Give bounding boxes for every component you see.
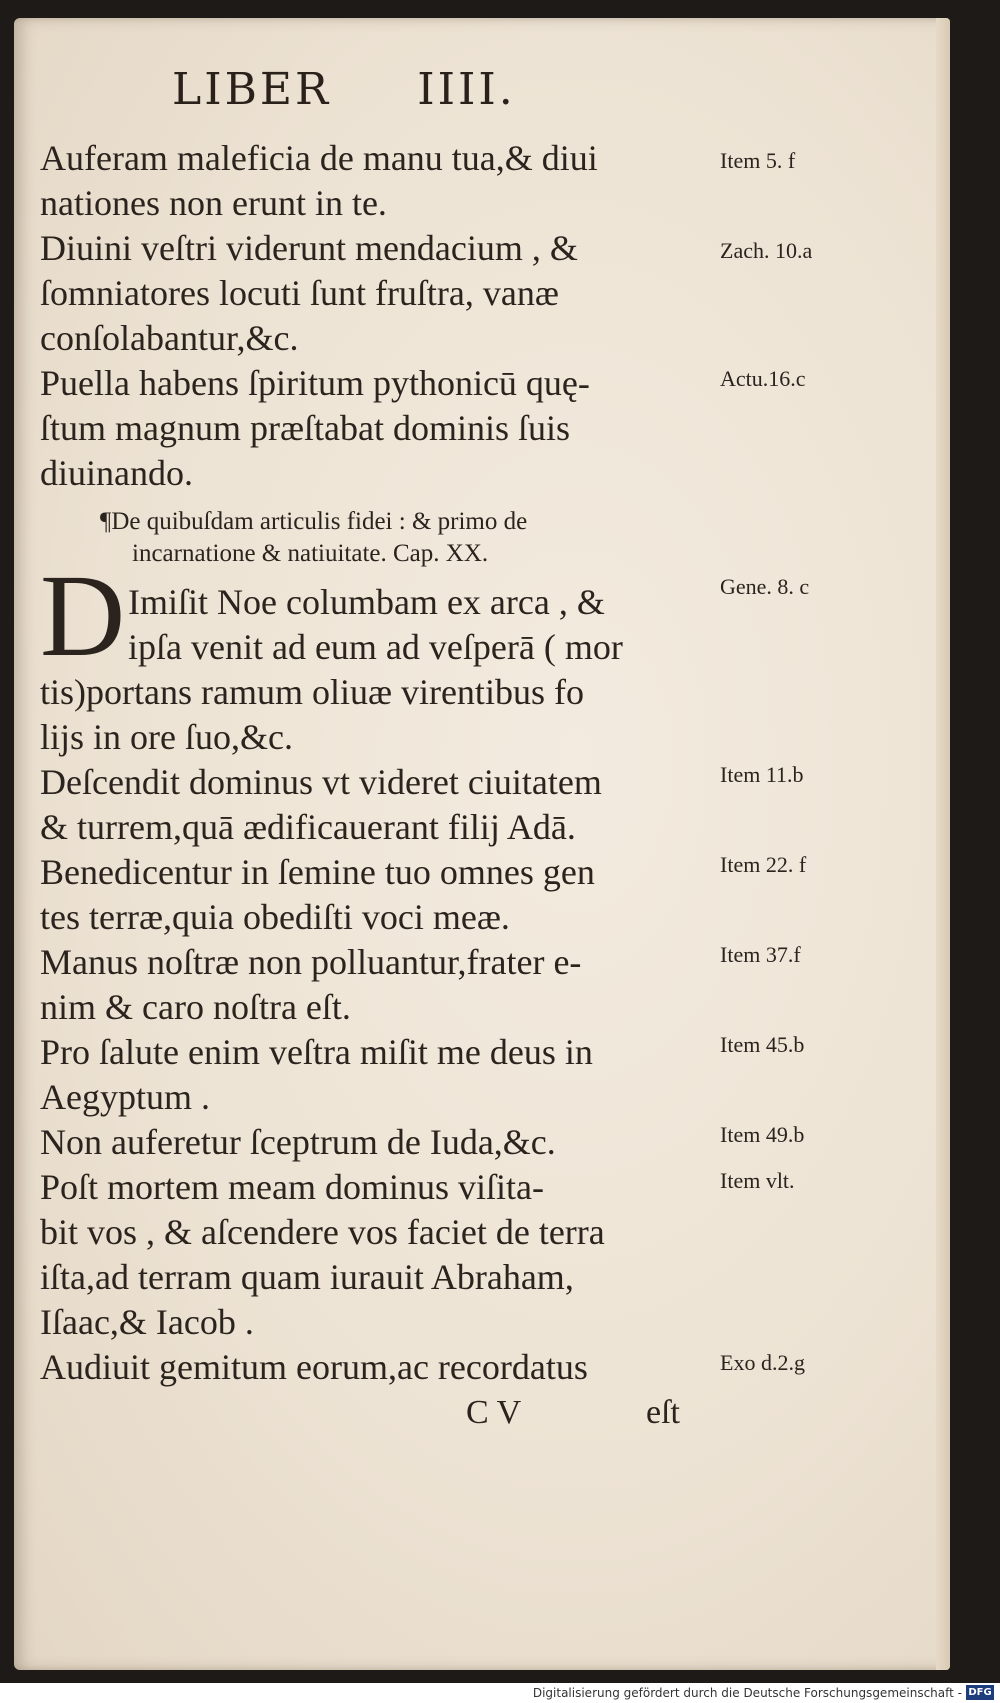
text-line: Deſcendit dominus vt videret ciuitatem (40, 762, 602, 802)
text-line: Poſt mortem meam dominus viſita- (40, 1167, 544, 1207)
text-line: Iſaac,& Iacob . (40, 1302, 254, 1342)
margin-note: Gene. 8. c (720, 574, 810, 599)
text-line: Pro ſalute enim veſtra miſit me deus in (40, 1032, 593, 1072)
text-line: Diuini veſtri viderunt mendacium , & (40, 228, 578, 268)
text-line: tes terræ,quia obediſti voci meæ. (40, 897, 510, 937)
margin-note: Item 11.b (720, 762, 804, 787)
text-line: nationes non erunt in te. (40, 183, 387, 223)
text-line: nim & caro noſtra eſt. (40, 987, 351, 1027)
margin-note: Item 37.f (720, 942, 801, 967)
text-line: tis)portans ramum oliuæ virentibus fo (40, 672, 584, 712)
text-line: iſta,ad terram quam iurauit Abraham, (40, 1257, 574, 1297)
text-line: lijs in ore ſuo,&c. (40, 717, 293, 757)
margin-note: Zach. 10.a (720, 238, 813, 263)
text-line: conſolabantur,&c. (40, 318, 299, 358)
text-line: Auferam maleficia de manu tua,& diui (40, 138, 598, 178)
margin-note: Exo d.2.g (720, 1350, 805, 1375)
margin-note: Item 5. f (720, 148, 796, 173)
margin-note: Item 22. f (720, 852, 807, 877)
text-line: Non auferetur ſceptrum de Iuda,&c. (40, 1122, 556, 1162)
margin-note: Item vlt. (720, 1168, 795, 1193)
running-head (172, 64, 516, 115)
margin-note: Item 49.b (720, 1122, 805, 1147)
catchword: eſt (646, 1394, 680, 1431)
chapter-heading-line: ¶De quibuſdam articulis fidei : & primo de (100, 508, 528, 535)
text-line: Imiſit Noe columbam ex arca , & (128, 582, 605, 622)
dfg-logo-icon: DFG (966, 1685, 994, 1700)
running-head-title: LIBER (172, 64, 332, 115)
text-line: bit vos , & aſcendere vos faciet de terra (40, 1212, 605, 1252)
page-edge (936, 18, 950, 1670)
text-line: ſtum magnum præſtabat dominis ſuis (40, 408, 570, 448)
text-line: & turrem,quā ædificauerant filij Adā. (40, 807, 576, 847)
text-line: diuinando. (40, 453, 193, 493)
margin-note: Item 45.b (720, 1032, 805, 1057)
chapter-heading-line: incarnatione & natiuitate. Cap. XX. (132, 540, 489, 567)
text-line: Benedicentur in ſemine tuo omnes gen (40, 852, 595, 892)
drop-capital: D (40, 550, 126, 681)
running-head-number: IIII. (417, 64, 516, 115)
text-line: ipſa venit ad eum ad veſperā ( mor (128, 627, 623, 667)
text-line: ſomniatores locuti ſunt fruſtra, vanæ (40, 273, 559, 313)
text-line: Audiuit gemitum eorum,ac recordatus (40, 1347, 588, 1387)
text-line: Manus noſtræ non polluantur,frater e- (40, 942, 582, 982)
text-line: Puella habens ſpiritum pythonicū quę- (40, 363, 590, 403)
margin-note: Actu.16.c (720, 366, 806, 391)
digitization-credit: Digitalisierung gefördert durch die Deutsche Forschungsgemeinschaft - (532, 1686, 962, 1700)
text-line: Aegyptum . (40, 1077, 210, 1117)
signature-mark: C V (466, 1394, 522, 1431)
